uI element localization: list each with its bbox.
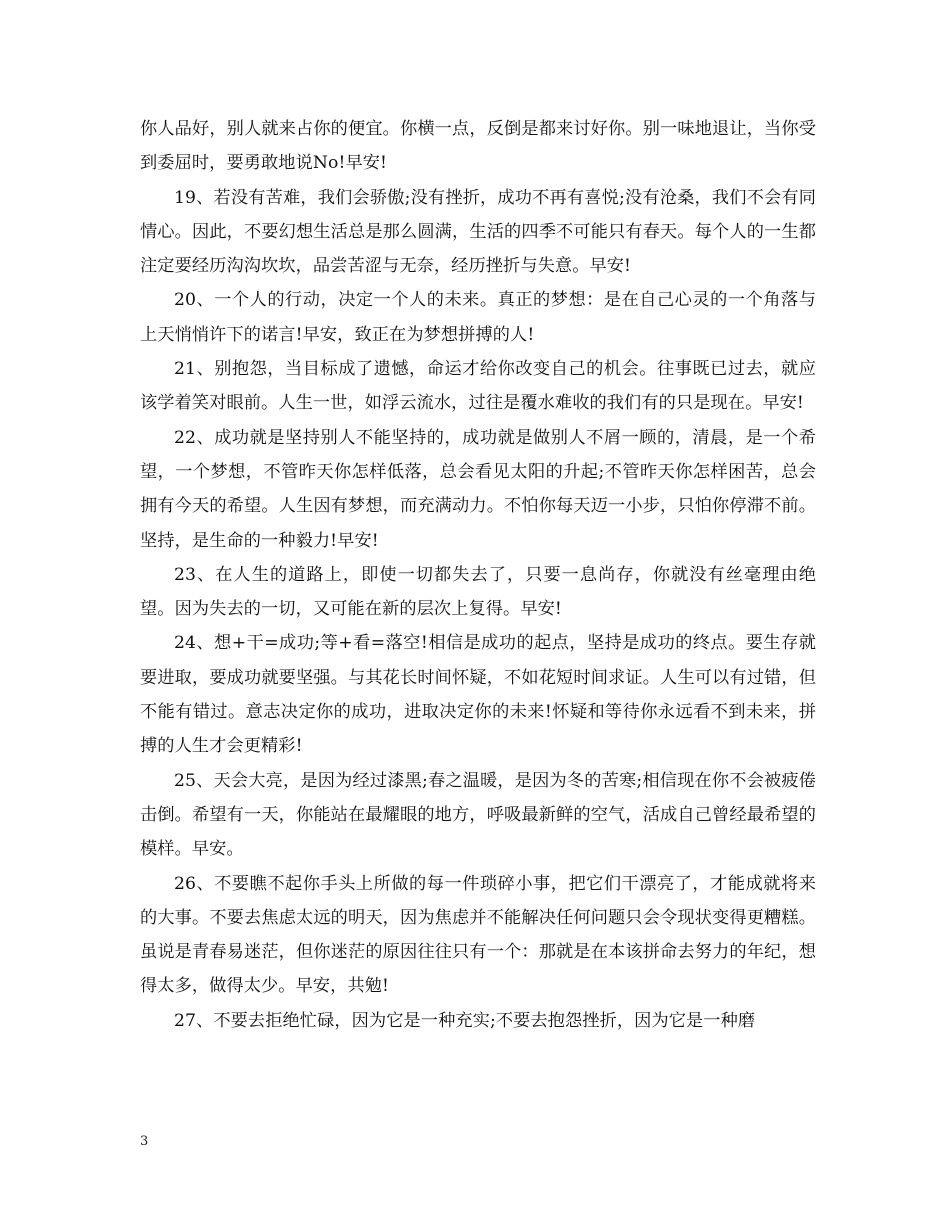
paragraph-20: 20、一个人的行动，决定一个人的未来。真正的梦想：是在自己心灵的一个角落与上天悄悄许下的诺言!早安，致正在为梦想拼搏的人! <box>140 290 816 345</box>
paragraph-22: 22、成功就是坚持别人不能坚持的，成功就是做别人不屑一顾的，清晨，是一个希望，一个梦想，不管昨天你怎样低落，总会看见太阳的升起;不管昨天你怎样困苦，总会拥有今天的希望。人生因有梦想，而充满动力。不怕你每天迈一小步，只怕你停滞不前。坚持，是生命的一种毅力!早安! <box>140 427 816 551</box>
paragraph-25: 25、天会大亮，是因为经过漆黑;春之温暖，是因为冬的苦寒;相信现在你不会被疲倦击倒。希望有一天，你能站在最耀眼的地方，呼吸最新鲜的空气，活成自己曾经最希望的模样。早安。 <box>140 770 816 860</box>
paragraph-continuation: 你人品好，别人就来占你的便宜。你横一点，反倒是都来讨好你。别一味地退让，当你受到委屈时，要勇敢地说No!早安! <box>140 119 816 174</box>
paragraph-21: 21、别抱怨，当目标成了遗憾，命运才给你改变自己的机会。往事既已过去，就应该学着笑对眼前。人生一世，如浮云流水，过往是覆水难收的我们有的只是现在。早安! <box>140 359 816 414</box>
paragraph-26: 26、不要瞧不起你手头上所做的每一件琐碎小事，把它们干漂亮了，才能成就将来的大事。不要去焦虑太远的明天，因为焦虑并不能解决任何问题只会令现状变得更糟糕。虽说是青春易迷茫，但你迷茫的原因往往只有一个：那就是在本该拼命去努力的年纪，想得太多，做得太少。早安，共勉! <box>140 873 816 997</box>
paragraph-27: 27、不要去拒绝忙碌，因为它是一种充实;不要去抱怨挫折，因为它是一种磨 <box>174 1010 756 1031</box>
document-body <box>140 112 816 1038</box>
paragraph-23: 23、在人生的道路上，即使一切都失去了，只要一息尚存，你就没有丝毫理由绝望。因为失去的一切，又可能在新的层次上复得。早安! <box>140 564 816 620</box>
page-number: 3 <box>140 1134 149 1149</box>
paragraph-19: 19、若没有苦难，我们会骄傲;没有挫折，成功不再有喜悦;没有沧桑，我们不会有同情心。因此，不要幻想生活总是那么圆满，生活的四季不可能只有春天。每个人的一生都注定要经历沟沟坎坎，品尝苦涩与无奈，经历挫折与失意。早安! <box>140 187 816 277</box>
paragraph-24: 24、想+干=成功;等+看=落空!相信是成功的起点，坚持是成功的终点。要生存就要进取，要成功就要坚强。与其花长时间怀疑，不如花短时间求证。人生可以有过错，但不能有错过。意志决定你的成功，进取决定你的未来!怀疑和等待你永远看不到未来，拼搏的人生才会更精彩! <box>140 633 816 757</box>
